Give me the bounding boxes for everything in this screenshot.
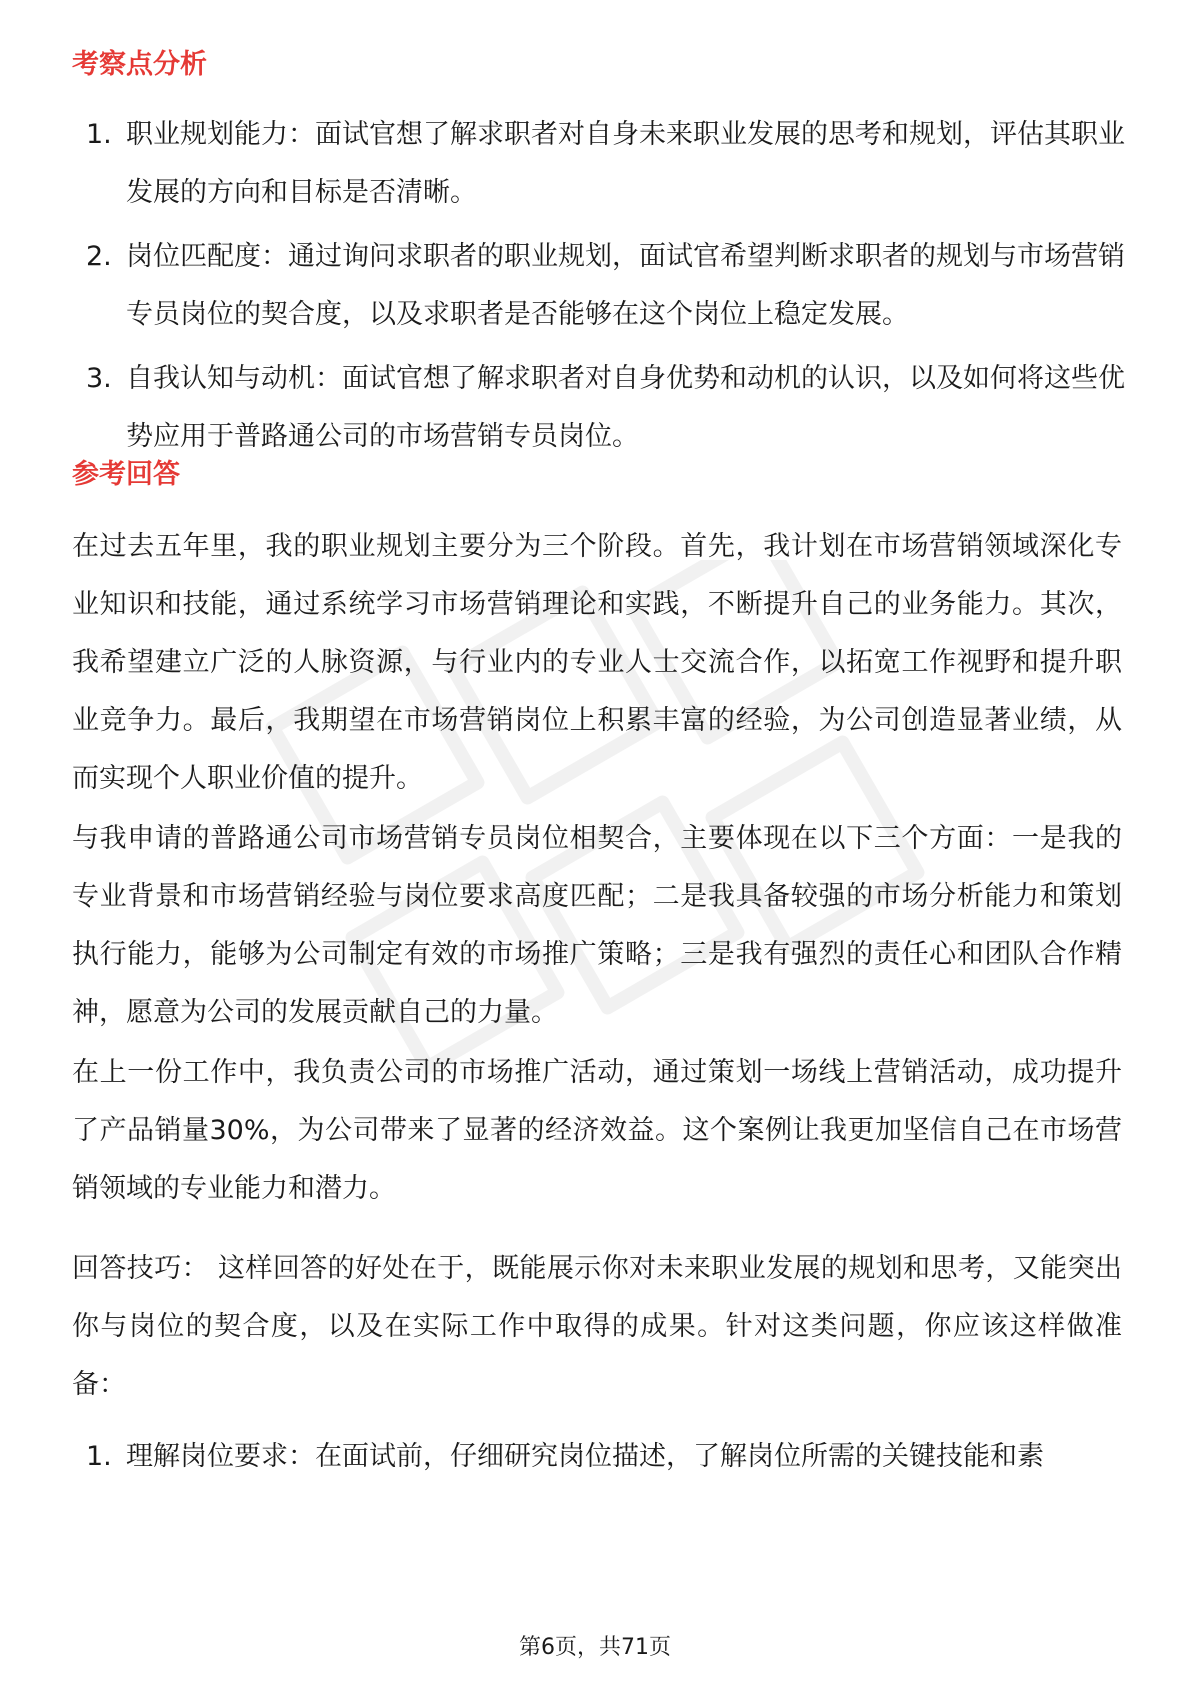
- list-text: 职业规划能力：面试官想了解求职者对自身未来职业发展的思考和规划，评估其职业发展的方向和目标是否清晰。: [126, 119, 1125, 208]
- answer-paragraph: 在上一份工作中，我负责公司的市场推广活动，通过策划一场线上营销活动，成功提升了产品销量30%，为公司带来了显著的经济效益。这个案例让我更加坚信自己在市场营销领域的专业能力和潜力。: [72, 1057, 1122, 1204]
- list-text: 理解岗位要求：在面试前，仔细研究岗位描述，了解岗位所需的关键技能和素: [126, 1441, 1044, 1472]
- list-text: 自我认知与动机：面试官想了解求职者对自身优势和动机的认识，以及如何将这些优势应用于普路通公司的市场营销专员岗位。: [126, 363, 1125, 452]
- list-number: 1.: [86, 119, 112, 150]
- answer-paragraph: 与我申请的普路通公司市场营销专员岗位相契合，主要体现在以下三个方面：一是我的专业背景和市场营销经验与岗位要求高度匹配；二是我具备较强的市场分析能力和策划执行能力，能够为公司制定有效的市场推广策略；三是我有强烈的责任心和团队合作精神，愿意为公司的发展贡献自己的力量。: [72, 823, 1122, 1028]
- list-text: 岗位匹配度：通过询问求职者的职业规划，面试官希望判断求职者的规划与市场营销专员岗位的契合度，以及求职者是否能够在这个岗位上稳定发展。: [126, 241, 1125, 330]
- list-item: [72, 1428, 1132, 1486]
- analysis-list: [72, 106, 1132, 472]
- list-item: [72, 228, 1132, 344]
- list-number: 1.: [86, 1441, 112, 1472]
- tips-list: [72, 1428, 1132, 1492]
- tips-paragraph: 回答技巧： 这样回答的好处在于，既能展示你对未来职业发展的规划和思考，又能突出你与岗位的契合度，以及在实际工作中取得的成果。针对这类问题，你应该这样做准备：: [72, 1253, 1122, 1400]
- section-title-answer: 参考回答: [72, 459, 180, 490]
- list-number: 2.: [86, 241, 112, 272]
- answer-paragraph: 在过去五年里，我的职业规划主要分为三个阶段。首先，我计划在市场营销领域深化专业知识和技能，通过系统学习市场营销理论和实践，不断提升自己的业务能力。其次，我希望建立广泛的人脉资源，与行业内的专业人士交流合作，以拓宽工作视野和提升职业竞争力。最后，我期望在市场营销岗位上积累丰富的经验，为公司创造显著业绩，从而实现个人职业价值的提升。: [72, 531, 1122, 794]
- list-item: [72, 106, 1132, 222]
- page-footer: 第6页，共71页: [519, 1635, 671, 1660]
- list-item: [72, 350, 1132, 466]
- section-title-analysis: 考察点分析: [72, 49, 207, 80]
- list-number: 3.: [86, 363, 112, 394]
